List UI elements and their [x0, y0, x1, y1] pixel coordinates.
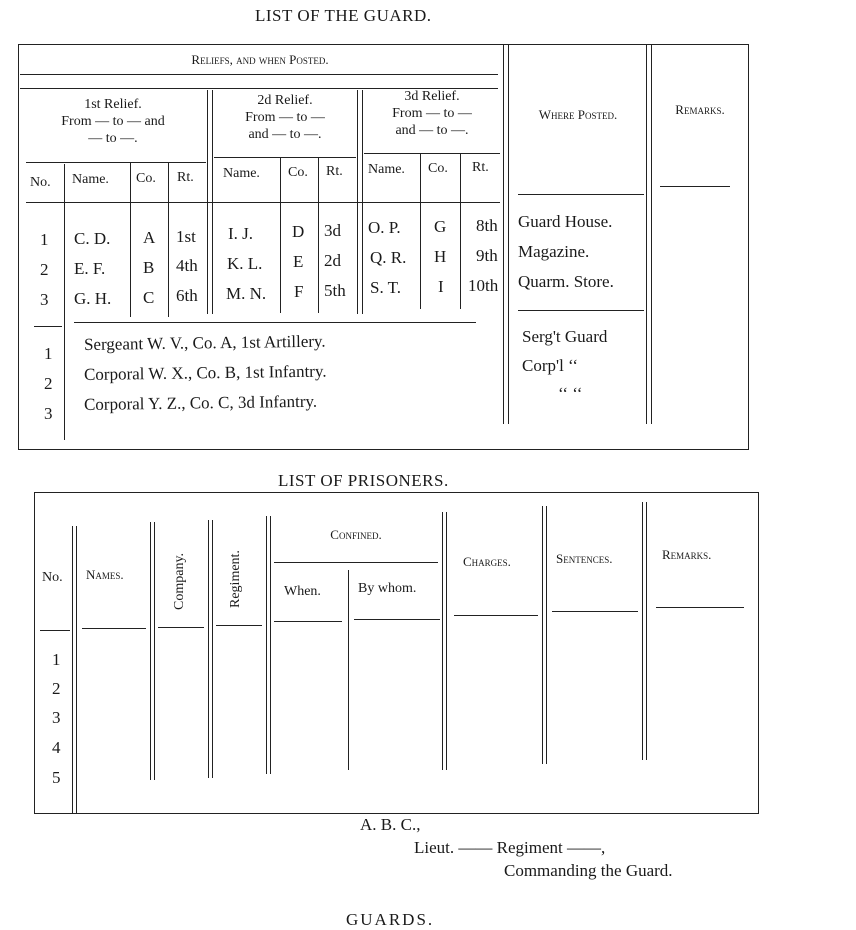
pris-rule-charges — [454, 615, 538, 616]
guard-divider-reliefs-where — [503, 44, 504, 424]
nco-row-2-text: Corporal W. X., Co. B, 1st Infantry. — [83, 361, 327, 384]
pris-row-5-no: 5 — [52, 768, 61, 787]
col-co3: Co. — [428, 161, 448, 176]
nco-row-2-post: Corp'l ‘‘ — [522, 356, 579, 375]
pris-col-company: Company. — [172, 552, 187, 610]
relief3-header — [364, 88, 500, 139]
col-no: No. — [30, 175, 51, 190]
relief1-subheader-rule — [26, 162, 206, 163]
relief1-header-line3: — to —. — [88, 131, 138, 146]
guard-row-2-co2: E — [293, 252, 304, 271]
pris-col-sentences: Sentences. — [556, 551, 613, 566]
pris-confined-rule — [274, 562, 438, 563]
pris-rule-remarks — [656, 607, 744, 608]
pris-line-charges-double — [546, 506, 547, 764]
guard-row-2-co3: H — [434, 247, 447, 266]
pris-col-when: When. — [284, 584, 321, 599]
guard-row-2-name1: E. F. — [74, 259, 106, 278]
guard-row-1-co2: D — [292, 222, 305, 241]
nco-row-2-no: 2 — [44, 374, 53, 393]
signature-line2: Lieut. —— Regiment ——, — [414, 838, 606, 857]
pris-rule-regiment — [216, 625, 262, 626]
nco-row-3-no: 3 — [44, 404, 53, 423]
col-rt1: Rt. — [177, 170, 194, 185]
signature-line1: A. B. C., — [360, 815, 421, 834]
pris-line-no — [72, 526, 73, 814]
nco-row-1-no: 1 — [44, 344, 53, 363]
col-co1: Co. — [136, 171, 156, 186]
guard-row-3-rt2: 5th — [324, 281, 346, 300]
guard-row-1-no: 1 — [40, 230, 49, 249]
pris-line-sentences-double — [646, 502, 647, 760]
pris-line-sentences — [642, 502, 643, 760]
relief3-header-line2: From — to — — [392, 106, 472, 121]
guard-row-1-co1: A — [143, 228, 156, 247]
pris-rule-names — [82, 628, 146, 629]
guard-row-3-post: Quarm. Store. — [518, 272, 614, 291]
guard-row-3-rt1: 6th — [176, 286, 198, 305]
guard-row-3-name3: S. T. — [370, 278, 402, 297]
guard-row-2-no: 2 — [40, 260, 49, 279]
where-posted-rule — [518, 194, 644, 195]
pris-line-when — [348, 570, 349, 770]
pris-col-no: No. — [42, 570, 63, 585]
pris-line-company — [208, 520, 209, 778]
relief2-header-line3: and — to —. — [248, 127, 322, 142]
relief1-header-line2: From — to — and — [61, 114, 165, 129]
guard-row-1-name1: C. D. — [74, 229, 111, 248]
pris-rule-by-whom — [354, 619, 440, 620]
pris-line-names-double — [154, 522, 155, 780]
nco-row-3-text: Corporal Y. Z., Co. C, 3d Infantry. — [83, 391, 318, 414]
guard-row-1-co3: G — [434, 217, 447, 236]
columns-rule — [26, 202, 500, 203]
guard-row-2-co1: B — [143, 258, 155, 277]
guard-row-1-rt1: 1st — [176, 227, 196, 246]
relief2-subheader-rule — [214, 157, 356, 158]
pris-col-remarks: Remarks. — [662, 547, 712, 562]
guard-row-3-rt3: 10th — [468, 276, 499, 295]
pris-row-2-no: 2 — [52, 679, 61, 698]
pris-line-company-double — [212, 520, 213, 778]
prisoners-title: LIST OF PRISONERS. — [278, 471, 449, 490]
pris-line-regiment-double — [270, 516, 271, 774]
guard-row-1-rt2: 3d — [324, 221, 341, 240]
pris-col-confined: Confined. — [330, 527, 382, 542]
pris-col-names: Names. — [86, 567, 124, 582]
guard-row-3-co3: I — [438, 277, 444, 296]
pris-line-charges — [542, 506, 543, 764]
col-name2: Name. — [223, 166, 260, 181]
guard-row-2-rt2: 2d — [324, 251, 341, 270]
nco-no-rule — [34, 326, 62, 327]
col-name3: Name. — [368, 162, 405, 177]
guard-row-2-name3: Q. R. — [370, 248, 407, 267]
pris-line-confined — [442, 512, 443, 770]
pris-row-3-no: 3 — [52, 708, 61, 727]
guard-row-3-co1: C — [143, 288, 155, 307]
pris-row-1-no: 1 — [52, 650, 61, 669]
remarks-header: Remarks. — [675, 102, 725, 117]
guard-row-2-rt1: 4th — [176, 256, 198, 275]
col-line-co1 — [168, 162, 169, 317]
col-line-co2 — [318, 158, 319, 313]
guard-row-1-rt3: 8th — [476, 216, 498, 235]
guard-row-2-post: Magazine. — [518, 242, 590, 261]
pris-col-regiment: Regiment. — [228, 550, 243, 608]
guard-divider-where-remarks-double — [651, 44, 652, 424]
guard-row-1-name3: O. P. — [368, 218, 401, 237]
nco-row-1-post: Serg't Guard — [522, 327, 608, 346]
pris-rule-when — [274, 621, 342, 622]
where-posted-header: Where Posted. — [538, 107, 618, 122]
col-line-name1 — [130, 162, 131, 317]
relief1-header-line1: 1st Relief. — [84, 97, 142, 112]
nco-rule — [74, 322, 476, 323]
guard-row-2-rt3: 9th — [476, 246, 498, 265]
pris-rule-company — [158, 627, 204, 628]
guard-row-3-name1: G. H. — [74, 289, 112, 308]
guard-row-3-no: 3 — [40, 290, 49, 309]
guard-row-1-name2: I. J. — [228, 224, 254, 243]
guard-row-3-co2: F — [294, 282, 304, 301]
col-line-co3 — [460, 154, 461, 309]
relief2-header-line1: 2d Relief. — [257, 93, 313, 108]
relief1-header — [20, 96, 206, 147]
pris-line-regiment — [266, 516, 267, 774]
guard-title: LIST OF THE GUARD. — [255, 6, 432, 25]
remarks-header-rule — [660, 186, 730, 187]
col-name1: Name. — [72, 172, 109, 187]
col-rt2: Rt. — [326, 164, 343, 179]
nco-row-3-post: ‘‘ ‘‘ — [558, 384, 583, 403]
pris-col-charges: Charges. — [463, 554, 511, 569]
pris-line-names — [150, 522, 151, 780]
signature-line3: Commanding the Guard. — [504, 861, 673, 880]
guard-row-2-name2: K. L. — [227, 254, 263, 273]
pris-row-4-no: 4 — [52, 738, 61, 757]
pris-rule-no — [40, 630, 70, 631]
footer-heading: GUARDS. — [346, 910, 435, 929]
guard-divider-reliefs-where-double — [508, 44, 509, 424]
pris-line-no-double — [76, 526, 77, 814]
col-line-name2 — [280, 158, 281, 313]
pris-col-by-whom: By whom. — [358, 581, 417, 596]
col-line-name3 — [420, 154, 421, 309]
relief3-header-line1: 3d Relief. — [404, 89, 460, 104]
nco-row-1-text: Sergeant W. V., Co. A, 1st Artillery. — [83, 331, 326, 354]
relief2-header-line2: From — to — — [245, 110, 325, 125]
guard-divider-where-remarks — [646, 44, 647, 424]
reliefs-header-underline — [20, 74, 498, 75]
col-co2: Co. — [288, 165, 308, 180]
col-rt3: Rt. — [472, 160, 489, 175]
guard-row-3-name2: M. N. — [226, 284, 267, 303]
relief2-header — [214, 92, 356, 143]
pris-line-confined-double — [446, 512, 447, 770]
col-line-no — [64, 164, 65, 440]
reliefs-header: Reliefs, and when Posted. — [191, 52, 329, 67]
relief3-subheader-rule — [364, 153, 500, 154]
relief3-header-line3: and — to —. — [395, 123, 469, 138]
guard-row-1-post: Guard House. — [518, 212, 613, 231]
nco-post-rule — [518, 310, 644, 311]
pris-rule-sentences — [552, 611, 638, 612]
